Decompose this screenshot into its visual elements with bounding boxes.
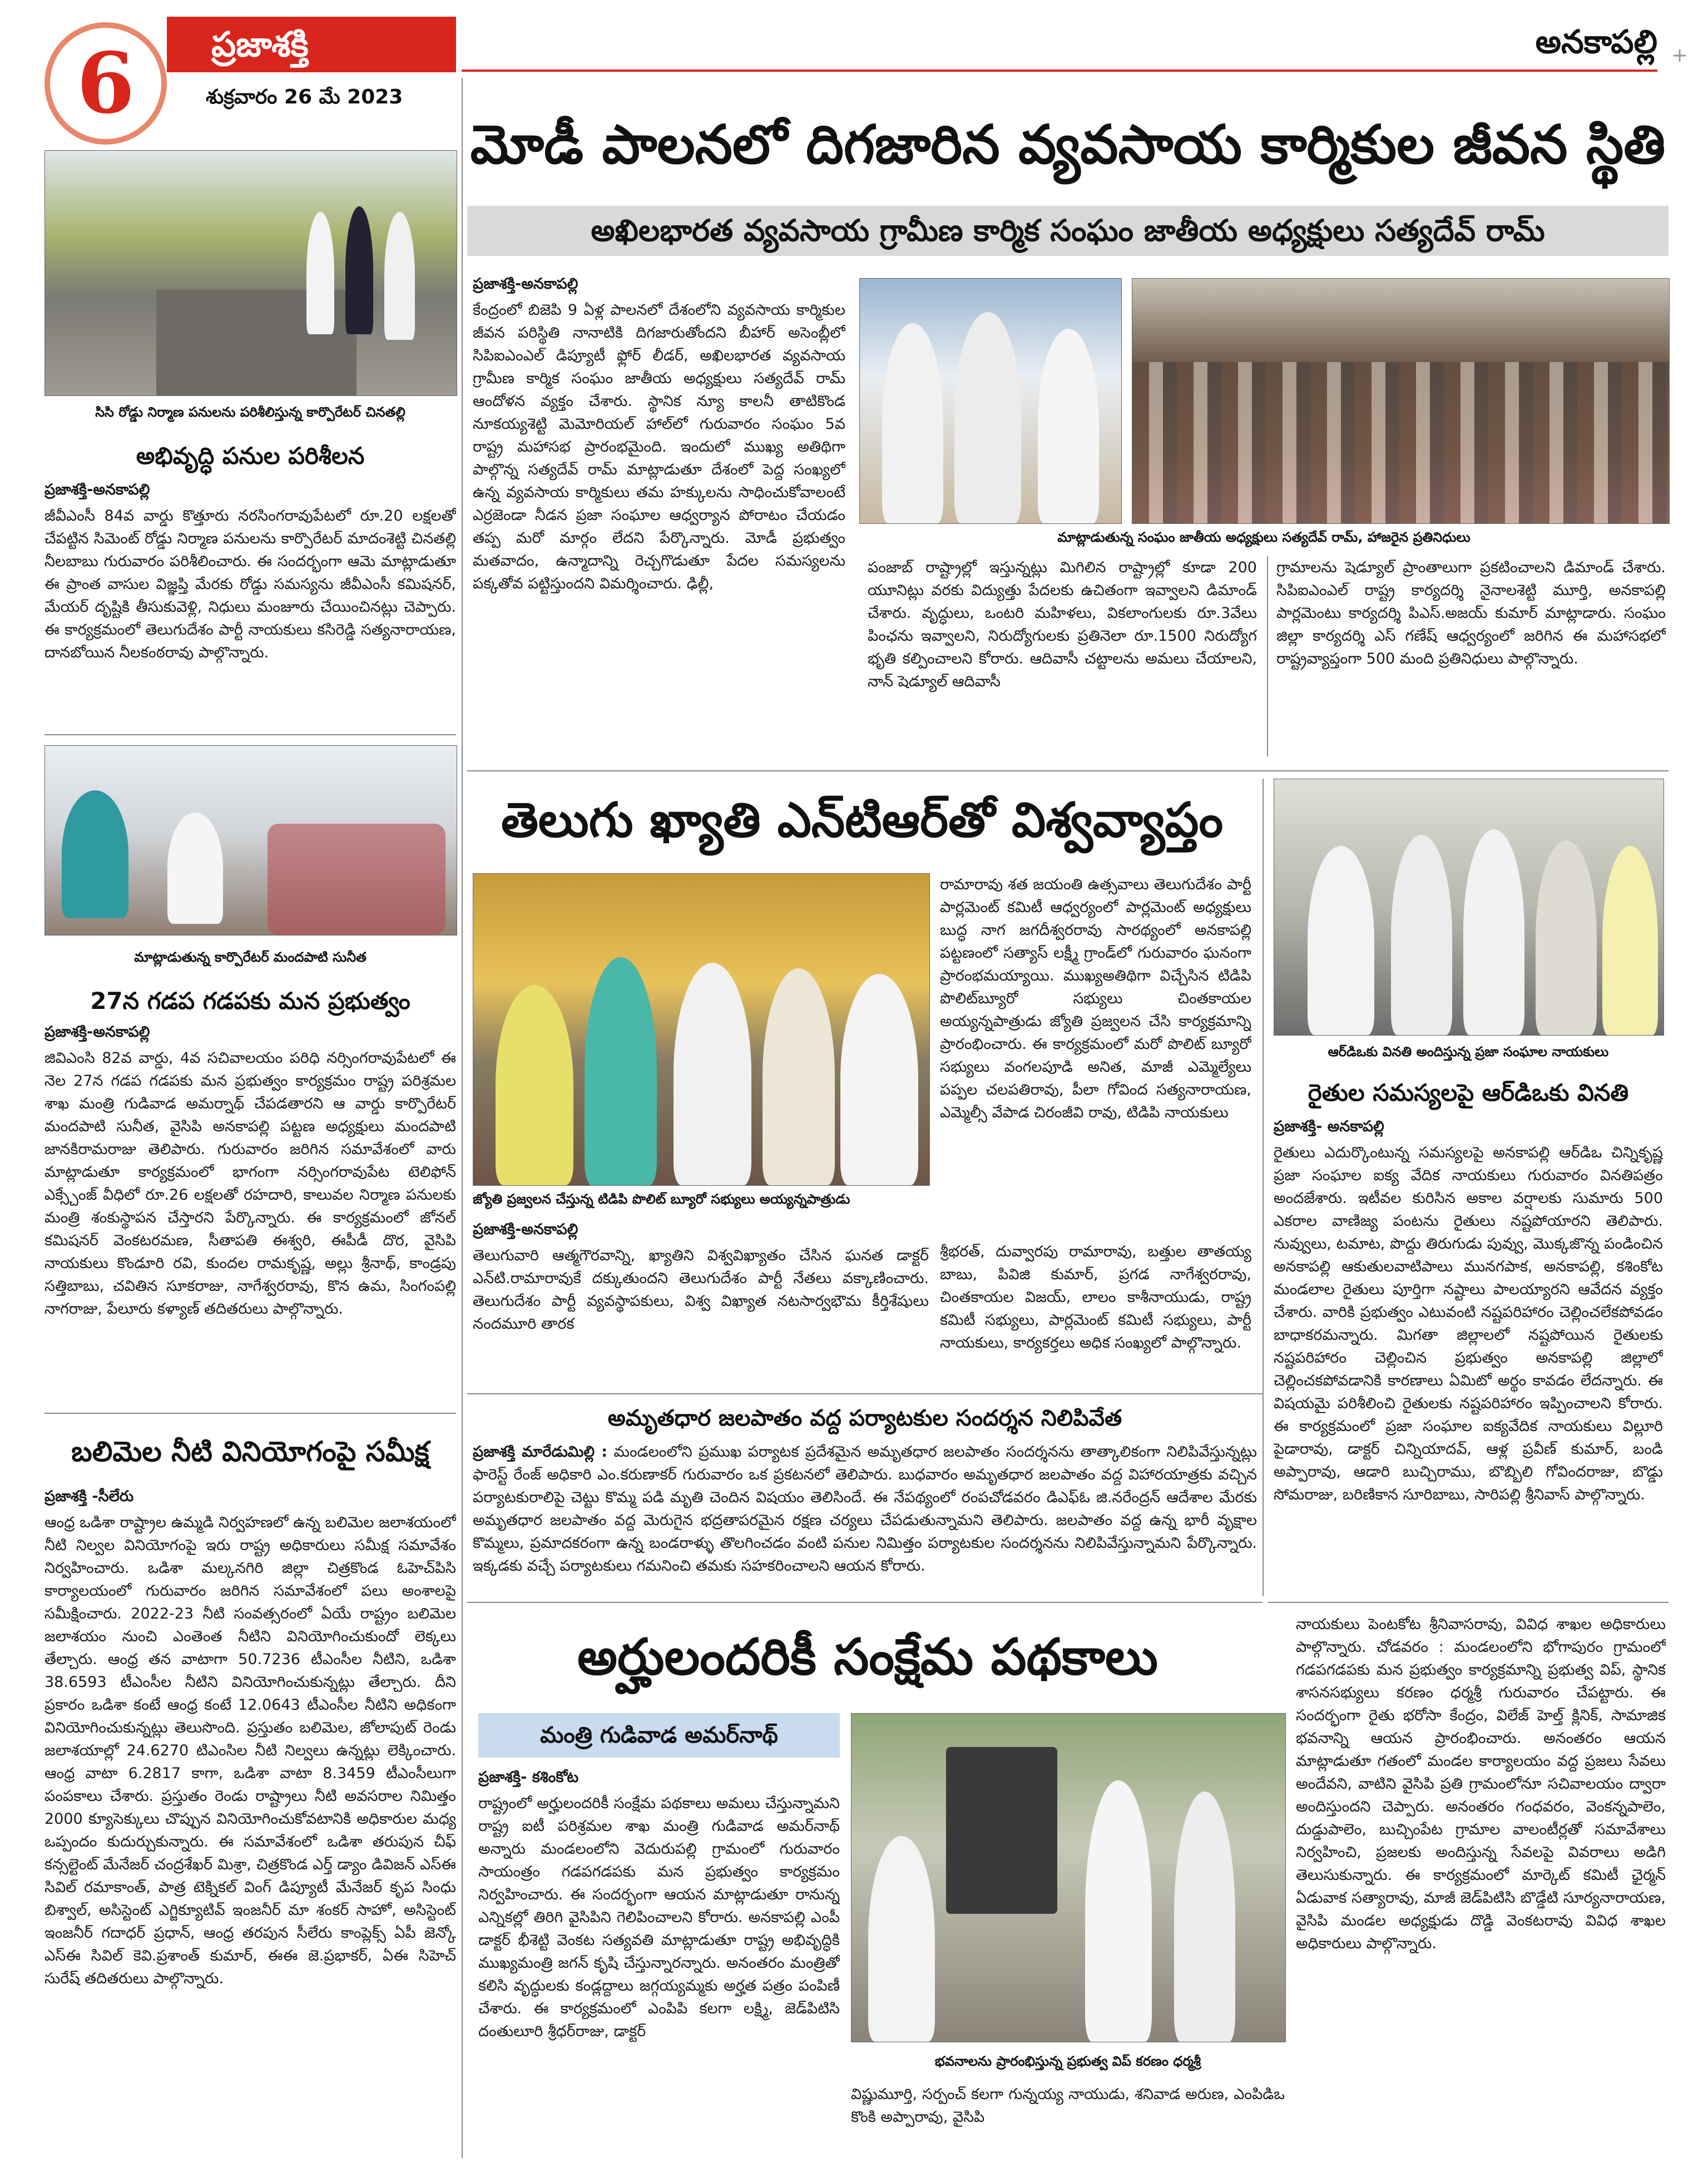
welfare-col2-bottom: విష్ణుమూర్తి, సర్పంచ్ కలగా గున్నయ్య నాయుడు, శనివాడ అరుణ, ఎంపిడిఒ కొంకి అప్పారావు, వైసిపి: [851, 2086, 1285, 2126]
registration-mark: +: [1671, 44, 1689, 67]
left-story1-photo-caption: సిసి రోడ్డు నిర్మాణ పనులను పరిశీలిస్తున్న కార్పొరేటర్ చినతల్లి: [95, 404, 405, 420]
left-column-divider: [462, 78, 463, 2158]
issue-date: శుక్రవారం 26 మే 2023: [206, 86, 403, 108]
ntr-photo-lamp-lighting: [473, 873, 930, 1186]
lead-photo-audience: [1132, 278, 1670, 524]
left-story3-dateline: ప్రజాశక్తి -సీలేరు: [44, 1488, 134, 1505]
welfare-col1: రాష్ట్రంలో అర్హులందరికీ సంక్షేమ పథకాలు అమలు చేస్తున్నామని రాష్ట్ర ఐటీ పరిశ్రమల శాఖ మంత్రి గుడివాడ అమర్‌నాథ్ అన్నారు మండలంలోని వెదురుపల్లి గ్రామంలో గురువారం సాయంత్రం గడపగడపకు మన ప్రభుత్వం కార్యక్రమం నిర్వహించారు. ఈ సందర్భంగా ఆయన మాట్లాడుతూ రానున్న ఎన్నికల్లో తిరిగి వైసిపిని గెలిపించాలని కోరారు. అనకాపల్లి ఎంపీ డాక్టర్ భీశెట్టి వెంకట సత్యవతి మాట్లాడుతూ రాష్ట్ర అభివృద్ధికి ముఖ్యమంత్రి జగన్ కృషి చేస్తున్నారన్నారు. అనంతరం మంత్రితో కలిసి వృద్ధులకు కండ్లద్దాలు జగ్గయ్యమ్మకు అర్హత పత్రం పంపిణీ చేశారు. ఈ కార్యక్రమంలో ఎంపిపి కలగా లక్ష్మి, జెడ్‌పిటిసి దంతులూరి శ్రీధర్‌రాజు, డాక్టర్: [478, 1795, 840, 2040]
ntr-body-right: రామారావు శత జయంతి ఉత్సవాలు తెలుగుదేశం పార్టీ పార్లమెంట్ కమిటీ ఆధ్వర్యంలో పార్లమెంట్ అధ్యక్షులు బుద్ధ నాగ జగదీశ్వరరావు సారథ్యంలో అనకాపల్లి పట్టణంలో సత్యాస్ లక్ష్మీ గ్రాండ్‌లో గురువారం ఘనంగా ప్రారంభమయ్యాయి. ముఖ్యఅతిథిగా విచ్చేసిన టిడిపి పొలిట్‌బ్యూరో సభ్యులు చింతకాయల అయ్యన్నపాత్రుడు జ్యోతి ప్రజ్వలన చేసి కార్యక్రమాన్ని ప్రారంభించారు. ఈ కార్యక్రమంలో మరో పొలిట్ బ్యూరో సభ్యులు వంగలపూడి అనిత, మాజీ ఎమ్మెల్యేలు పప్పల చలపతిరావు, పీలా గోవింద సత్యనారాయణ, ఎమ్మెల్సీ వేపాడ చిరంజీవి రావు, టిడిపి నాయకులు: [940, 876, 1251, 1121]
farmers-photo-caption: ఆర్‌డిఒకు వినతి అందిస్తున్న ప్రజా సంఘాల నాయకులు: [1328, 1044, 1609, 1060]
lead-col1: [473, 273, 845, 762]
left-rule-1: [44, 734, 456, 735]
lead-headline: మోడీ పాలనలో దిగజారిన వ్యవసాయ కార్మికుల జీవన స్థితి: [470, 113, 1666, 176]
farmers-body: రైతులు ఎదుర్కొంటున్న సమస్యలపై అనకాపల్లి ఆర్‌డిఒ చిన్నికృష్ణ ప్రజా సంఘాల ఐక్య వేదిక నాయకులు గురువారం వినతిపత్రం అందజేశారు. ఇటీవల కురిసిన అకాల వర్షాలకు సుమారు 500 ఎకరాల వాణిజ్య పంటను రైతులు నష్టపోయారని తెలిపారు. నువ్వులు, టమాట, పొద్దు తిరుగుడు పువ్వు, మొక్కజొన్న పండించిన అనకాపల్లి ఆకుతులవాటిపాలు మునగపాక, అనకాపల్లి, కశింకోట మండలాల రైతులు పూర్తిగా నష్టాలు పాలయ్యారని ఆవేదన వ్యక్తం చేశారు. వారికి ప్రభుత్వం ఎటువంటి నష్టపరిహారం చెల్లించలేకపోవడం బాధాకరమన్నారు. మిగతా జిల్లాలలో నష్టపోయిన రైతులకు నష్టపరిహారం చెల్లించిన ప్రభుత్వం అనకాపల్లి జిల్లాలో చెల్లించకపోవడానికి కారణాలు ఏమిటో అర్థం కావడం లేదన్నారు. ఈ విషయమై పరిశీలించి రైతులకు నష్టపరిహారం ఇప్పించాలని కోరారు. ఈ కార్యక్రమంలో ప్రజా సంఘాల ఐక్యవేదిక నాయకులు విల్లూరి పైడారావు, డాక్టర్ చిన్నియాదవ్, ఆళ్ల ప్రవీణ్ కుమార్, బండి అప్పారావు, ఆడారి బుచ్చిరాము, బొబ్బిలి గోవిందరాజు, బొడ్డు సోమరాజు, బరిణికాన సూరిబాబు, సారిపల్లి శ్రీనివాస్ పాల్గొన్నారు.: [1274, 1144, 1663, 1503]
left-story1-headline: అభివృద్ధి పనుల పరిశీలన: [136, 442, 365, 469]
left-rule-2: [44, 1413, 456, 1414]
farmers-body-wrap: [1274, 1115, 1663, 1599]
page-number: 6: [76, 34, 135, 132]
lead-col-divider: [1267, 556, 1268, 756]
lead-bottom-rule: [467, 770, 1669, 771]
lead-subheadline: అఖిలభారత వ్యవసాయ గ్రామీణ కార్మిక సంఘం జాతీయ అధ్యక్షులు సత్యదేవ్ రామ్: [591, 213, 1545, 248]
left-story1-dateline: ప్రజాశక్తి-అనకాపల్లి: [44, 481, 150, 498]
farmers-headline: రైతుల సమస్యలపై ఆర్‌డిఒకు వినతి: [1308, 1079, 1629, 1106]
masthead-rule: [462, 70, 1657, 72]
lead-col3: గ్రామాలను షెడ్యూల్ ప్రాంతాలుగా ప్రకటించాలని డిమాండ్ చేశారు. సిపిఐఎంఎల్ రాష్ట్ర కార్యదర్శి నైనాలశెట్టి మూర్తి, అనకాపల్లి పార్లమెంటు కార్యదర్శి పిఎస్.అజయ్ కుమార్ మాట్లాడారు. సంఘం జిల్లా కార్యదర్శి ఎస్ గణేష్ ఆధ్వర్యంలో జరిగిన ఈ మహాసభలో రాష్ట్రవ్యాప్తంగా 500 మంది ప్రతినిధులు పాల్గొన్నారు.: [1276, 559, 1666, 667]
welfare-col1-wrap: [478, 1766, 840, 2161]
paper-name: ప్రజాశక్తి: [211, 24, 309, 65]
left-story3-body-wrap: [44, 1485, 456, 2158]
edition-name: అనకాపల్లి: [1535, 23, 1657, 61]
ntr-photo-caption: జ్యోతి ప్రజ్వలన చేస్తున్న టిడిపి పొలిట్ బ్యూరో సభ్యులు అయ్యన్నపాత్రుడు: [473, 1191, 850, 1207]
waterfall-headline: అమృతధార జలపాతం వద్ద పర్యాటకుల సందర్శన నిలిపివేత: [607, 1405, 1122, 1431]
ntr-bottom-rule: [467, 1393, 1263, 1394]
left-story3-headline: బలిమెల నీటి వినియోగంపై సమీక్ష: [71, 1436, 429, 1468]
ntr-body-below-photo: తెలుగువారి ఆత్మగౌరవాన్ని, ఖ్యాతిని విశ్వవిఖ్యాతం చేసిన ఘనత డాక్టర్ ఎన్‌టి.రామారావుకే దక్కుతుందని తెలుగుదేశం పార్టీ నేతలు వక్కాణించారు. తెలుగుదేశం పార్టీ వ్యవస్థాపకులు, విశ్వ విఖ్యాత నటసార్వభౌమ కీర్తిశేషులు నందమూరి తారక: [473, 1247, 929, 1333]
ntr-body-bottom: శ్రీభరత్, దువ్వారపు రామారావు, బత్తుల తాతయ్య బాబు, పివిజి కుమార్, ప్రగడ నాగేశ్వరరావు, చింతకాయల విజయ్, లాలం కాశీనాయుడు, రాష్ట్ర కమిటీ సభ్యులు, పార్లమెంట్ కమిటీ సభ్యులు, పార్టీ నాయకులు, కార్యకర్తలు అధిక సంఖ్యలో పాల్గొన్నారు.: [940, 1243, 1251, 1352]
waterfall-bottom-rule: [467, 1602, 1263, 1603]
left-story2-headline: 27న గడప గడపకు మన ప్రభుత్వం: [90, 987, 410, 1014]
left-photo-road: [44, 150, 457, 396]
ntr-dateline: ప్రజాశక్తి-అనకాపల్లి: [473, 1221, 578, 1238]
farmers-bottom-rule: [1268, 1602, 1669, 1603]
welfare-headline: అర్హులందరికీ సంక్షేమ పథకాలు: [577, 1628, 1159, 1686]
left-photo-meeting: [44, 745, 457, 935]
ntr-body-left-wrap: [473, 1218, 929, 1385]
farmers-dateline: ప్రజాశక్తి- అనకాపల్లి: [1274, 1118, 1384, 1135]
welfare-dateline: ప్రజాశక్తి- కశింకోట: [478, 1769, 579, 1786]
waterfall-body: మండలంలోని ప్రముఖ పర్యాటక ప్రదేశమైన అమృతధార జలపాతం సందర్శనను తాత్కాలికంగా నిలిపివేస్తున్నట్లు ఫారెస్ట్ రేంజ్ అధికారి ఎం.కరుణాకర్ గురువారం ఒక ప్రకటనలో తెలిపారు. బుధవారం అమృతధార జలపాతం వద్ద విహారయాత్రకు వచ్చిన పర్యాటకురాలిపై చెట్టు కొమ్మ పడి మృతి చెందిన విషయం తెలిసిందే. ఈ నేపథ్యంలో రంపచోడవరం డిఎఫ్ఓ జి.నరేంద్రన్ ఆదేశాల మేరకు అమృతధార జలపాతం వద్ద మెరుగైన భద్రతాపరమైన రక్షణ చర్యలు చేపడుతున్నామని తెలిపారు. జలపాతం వద్ద ఉన్న భారీ వృక్షాల కొమ్మలు, ప్రమాదకరంగా ఉన్న బండరాళ్ళు తొలగించడం వంటి పనుల నిమిత్తం పర్యాటకుల సందర్శనను నిలిపివేస్తున్నామని పేర్కొన్నారు. ఇక్కడకు వచ్చే పర్యాటకులు గమనించి తమకు సహకరించాలని ఆయన కోరారు.: [473, 1443, 1257, 1575]
welfare-photo-caption: భవనాలను ప్రారంభిస్తున్న ప్రభుత్వ విప్ కరణం ధర్మశ్రీ: [934, 2053, 1201, 2069]
lead-col2: పంజాబ్ రాష్ట్రాల్లో ఇస్తున్నట్లు మిగిలిన రాష్ట్రాల్లో కూడా 200 యూనిట్లు వరకు విద్యుత్తు పేదలకు ఉచితంగా ఇవ్వాలని డిమాండ్ చేశారు. వృద్ధులు, ఒంటరి మహిళలు, వికలాంగులకు రూ.3వేలు పింఛను ఇవ్వాలని, నిరుద్యోగులకు ప్రతినెలా రూ.1500 నిరుద్యోగ భృతి కల్పించాలని కోరారు. ఆదివాసీ చట్టాలను అమలు చేయాలని, నాన్ షెడ్యూల్ ఆదివాసీ: [868, 559, 1257, 690]
lead-col1-text: కేంద్రంలో బిజెపి 9 ఏళ్ల పాలనలో దేశంలోని వ్యవసాయ కార్మికుల జీవన పరిస్థితి నానాటికి దిగజారుతోందని బీహార్ అసెంబ్లీలో సిపిఐఎంఎల్ డిప్యూటీ ఫ్లోర్ లీడర్, అఖిలభారత వ్యవసాయ గ్రామీణ కార్మిక సంఘం జాతీయ అధ్యక్షులు సత్యదేవ్ రామ్ ఆందోళన వ్యక్తం చేశారు. స్థానిక న్యూ కాలనీ తాటికొండ నూకయ్యశెట్టి మెమోరియల్ హాల్‌లో గురువారం సంఘం 5వ రాష్ట్ర మహాసభ ప్రారంభమైంది. ఇందులో ముఖ్య అతిథిగా పాల్గొన్న సత్యదేవ్ రామ్ మాట్లాడుతూ దేశంలో పెద్ద సంఖ్యలో ఉన్న వ్యవసాయ కార్మికులు తమ హక్కులను సాధించుకోవాలంటే ఎర్రజెండా నీడన ప్రజా సంఘాల ఆధ్వర్యాన పోరాటం చేయడం తప్ప మరో మార్గం లేదని పేర్కొన్నారు. మోడీ ప్రభుత్వం మతవాదం, ఉన్మాదాన్ని రెచ్చగొడుతూ పేదల సమస్యలను పక్కతోవ పట్టిస్తుందని విమర్శించారు. ఢిల్లీ,: [473, 301, 845, 592]
farmers-photo-petition: [1274, 779, 1664, 1036]
left-story2-body-wrap: [44, 1021, 456, 1410]
welfare-photo-inauguration: [851, 1713, 1286, 2042]
waterfall-body-wrap: [473, 1441, 1257, 1596]
ntr-headline: తెలుగు ఖ్యాతి ఎన్‌టిఆర్‌తో విశ్వవ్యాప్తం: [501, 793, 1224, 848]
left-story2-body: జివిఎంసి 82వ వార్డు, 4వ సచివాలయం పరిధి నర్సింగరావుపేటలో ఈ నెల 27న గడప గడపకు మన ప్రభుత్వం కార్యక్రమం రాష్ట్ర పరిశ్రమల శాఖ మంత్రి గుడివాడ అమర్నాథ్ చేపడతారని ఆ వార్డు కార్పొరేటర్ మందపాటి సునీత, వైసిపి అనకాపల్లి పట్టణ అధ్యక్షులు మందపాటి జానకిరామరాజు తెలిపారు. గురువారం జరిగిన సమావేశంలో వారు మాట్లాడుతూ కార్యక్రమంలో భాగంగా నర్సింగరావుపేట టెలిఫోన్ ఎక్స్చేంజ్ వీధిలో రూ.26 లక్షలతో రహదారి, కాలువల నిర్మాణ పనులకు మంత్రి శంకుస్థాపన చేస్తారని పేర్కొన్నారు. ఈ కార్యక్రమంలో జోనల్ కమిషనర్ వెంకటరమణ, సీతాపతి ఈశ్వరి, ఈపీడీ దొర, వైసిపి నాయకులు కొండూరి రవి, కుందల రామకృష్ణ, అల్లు శ్రీనాథ్, కాండ్రపు సత్తిబాబు, చవితిన సూకరాజు, నాగేశ్వరరావు, కొన ఉమ, సింగంపల్లి నాగరాజు, పేలూరు కళ్యాణ్ తదితరులు పాల్గొన్నారు.: [44, 1050, 456, 1318]
ntr-right-divider: [1263, 779, 1264, 1596]
lead-dateline: ప్రజాశక్తి-అనకాపల్లి: [473, 275, 578, 293]
lead-photo-speakers: [859, 278, 1122, 524]
welfare-col3: నాయకులు పెంటకోట శ్రీనివాసరావు, వివిధ శాఖల అధికారులు పాల్గొన్నారు. చోడవరం : మండలంలోని భోగాపురం గ్రామంలో గడపగడపకు మన ప్రభుత్వం కార్యక్రమాన్ని ప్రభుత్వ విప్, స్థానిక శాసనసభ్యులు కరణం ధర్మశ్రీ గురువారం చేపట్టారు. ఈ సందర్భంగా రైతు భరోసా కేంద్రం, విలేజ్ హెల్త్ క్లినిక్, సామాజిక భవనాన్ని ఆయన ప్రారంభించారు. అనంతరం ఆయన మాట్లాడుతూ గతంలో మండల కార్యాలయం వద్ద ప్రజలు సేవలు అందేవని, వాటిని వైసిపి ప్రతి గ్రామంలోనూ సచివాలయం ద్వారా అందిస్తుందని చెప్పారు. అనంతరం గంధవరం, వెంకన్నపాలెం, దుడ్డుపాలెం, బుచ్చింపేట గ్రామాల వాలంటీర్లతో సమావేశాలు నిర్వహించి, ప్రజలకు అందిస్తున్న సేవలపై వివరాలు అడిగి తెలుసుకున్నారు. ఈ కార్యక్రమంలో మార్కెట్ కమిటీ ఛైర్మన్ ఏడువాక సత్యారావు, మాజీ జెడ్‌పిటిసి బొడ్డేటి సూర్యనారాయణ, వైసిపి మండల అధ్యక్షుడు దొడ్డి వెంకటరావు వివిధ శాఖల అధికారులు పాల్గొన్నారు.: [1296, 1616, 1666, 1952]
left-story2-photo-caption: మాట్లాడుతున్న కార్పొరేటర్ మందపాటి సునీత: [134, 949, 367, 965]
welfare-subheadline: మంత్రి గుడివాడ అమర్‌నాథ్: [540, 1722, 778, 1748]
left-story1-body: జీవీఎంసీ 84వ వార్డు కొత్తూరు నరసింగరావుపేటలో రూ.20 లక్షలతో చేపట్టిన సిమెంట్ రోడ్డు నిర్మాణ పనులను కార్పొరేటర్ మాదంశెట్టి చినతల్లి నీలబాబు గురువారం పరిశీలించారు. ఈ సందర్భంగా ఆమె మాట్లాడుతూ ఈ ప్రాంత వాసుల విజ్ఞప్తి మేరకు రోడ్డు సమస్యను జీవీఎంసీ కమిషనర్, మేయర్ దృష్టికి తీసుకువెళ్లి, నిధులు మంజూరు చేయించినట్లు చెప్పారు. ఈ కార్యక్రమంలో తెలుగుదేశం పార్టీ నాయకులు కసిరెడ్డి సత్యనారాయణ, దానబోయిన నీలకంఠరావు పాల్గొన్నారు.: [44, 507, 456, 661]
left-story1-body-wrap: [44, 478, 456, 734]
waterfall-dateline: ప్రజాశక్తి మారేడుమిల్లి :: [473, 1443, 608, 1461]
left-story2-dateline: ప్రజాశక్తి-అనకాపల్లి: [44, 1023, 150, 1041]
lead-photo-caption: మాట్లాడుతున్న సంఘం జాతీయ అధ్యక్షులు సత్యదేవ్ రామ్, హాజరైన ప్రతినిధులు: [1057, 529, 1471, 545]
left-story3-body: ఆంధ్ర ఒడిశా రాష్ట్రాల ఉమ్మడి నిర్వహణలో ఉన్న బలిమెల జలాశయంలో నీటి నిల్వల వినియోగంపై ఇరు రాష్ట్ర అధికారులు సమీక్ష సమావేశం నిర్వహించారు. ఒడిశా మల్కనగిరి జిల్లా చిత్రకొండ ఓహెచ్‌పిసి కార్యాలయంలో గురువారం జరిగిన సమావేశంలో పలు అంశాలపై సమీక్షించారు. 2022-23 నీటి సంవత్సరంలో ఏయే రాష్ట్రం బలిమెల జలాశయం నుంచి ఎంతెంత నీటిని వినియోగించుకుందో లెక్కలు తేల్చారు. ఆంధ్ర తన వాటాగా 50.7236 టీఎంసీల నీటిని, ఒడిశా 38.6593 టీఎంసీల నీటిని వినియోగించుకున్నట్లు తేల్చారు. దీని ప్రకారం ఒడిశా కంటే ఆంధ్ర కంటే 12.0643 టీఎంసీల నీటిని అధికంగా వినియోగించుకున్నట్లు తెలుసొంది. ప్రస్తుతం బలిమెల, జోలాపుట్ రెండు జలాశయాల్లో 24.6270 టిఎంసిల నీటి నిల్వలు ఉన్నట్లు లెక్కించారు. ఆంధ్ర వాటా 6.2817 కాగా, ఒడిశా వాటా 8.3459 టీఎంసీలుగా పంపకాలు చేశారు. ప్రస్తుతం రెండు రాష్ట్రాలు నీటి అవసరాల నిమిత్తం 2000 క్యూసెక్కులు చొప్పున వినియోగించుకోవటానికి అధికారుల మధ్య ఒప్పందం కుదుర్చుకున్నారు. ఈ సమావేశంలో ఒడిశా తరుపున చీఫ్ కన్సల్టెంట్ మేనేజర్ చంద్రశేఖర్ మిశ్రా, చిత్రకొండ ఎర్త్ డ్యాం డివిజన్ ఎస్ఈ సివిల్ రమాకాంత్, పాత్ర టెక్నికల్ వింగ్ డిప్యూటీ మేనేజర్ కృప సింధు బిశ్వాల్, అసిస్టెంట్ ఎగ్జిక్యూటివ్ ఇంజనీర్ మా శంకర్ సాహో, అసిస్టెంట్ ఇంజనీర్ గదాధర్ ప్రధాన్, ఆంధ్ర తరపున సీలేరు కాంప్లెక్స్ ఏపీ జెన్కో ఎస్ఈ సివిల్ కెవి.ప్రశాంత్ కుమార్, ఈఈ జె.ప్రభాకర్, ఏఈ సిహెచ్ సురేష్ తదితరులు పాల్గొన్నారు.: [44, 1514, 456, 1987]
